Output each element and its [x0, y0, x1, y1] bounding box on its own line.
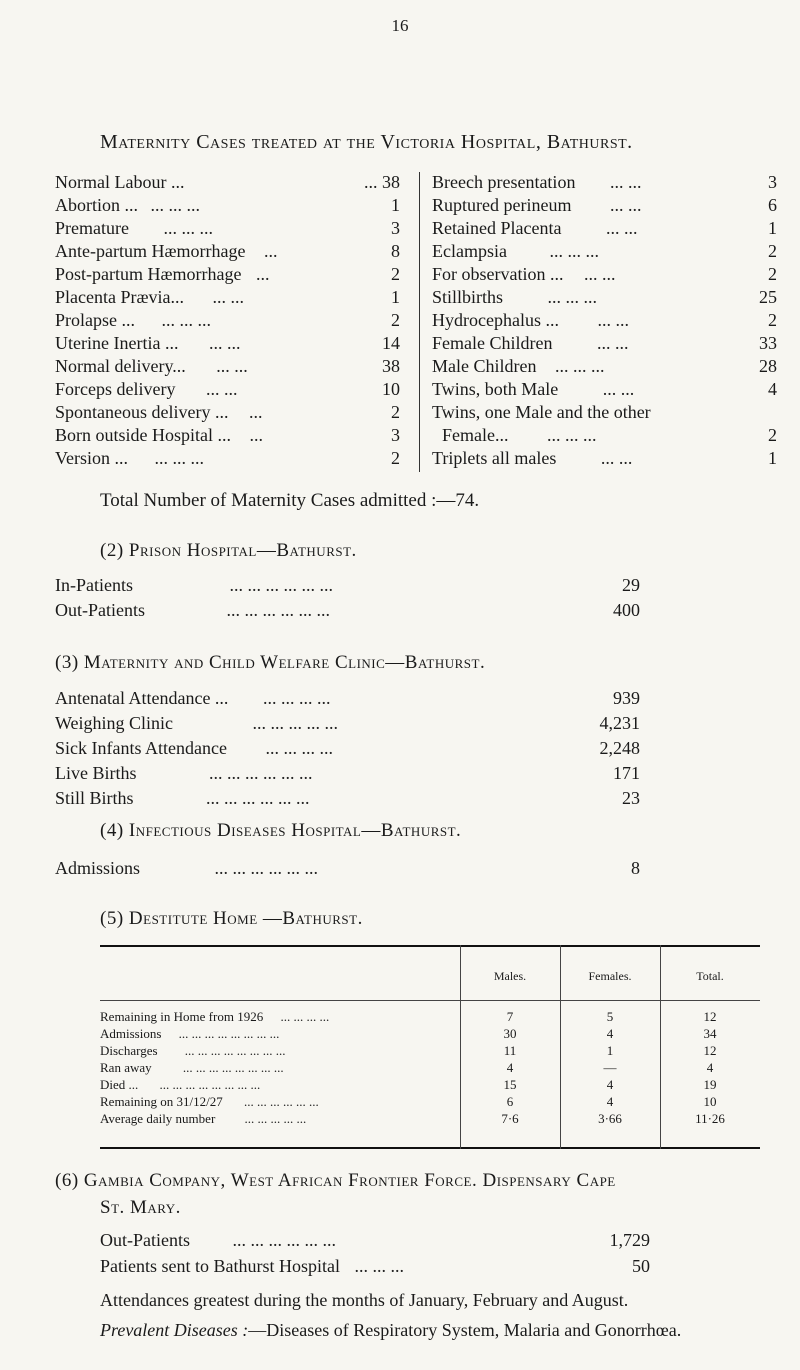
list-item [432, 356, 777, 378]
item-value: 4,231 [599, 713, 640, 733]
item-dots: ... [255, 264, 270, 284]
item-value: 1 [768, 218, 777, 238]
list-item [55, 241, 400, 263]
row-dots: ... ... ... ... ... ... ... ... [184, 1043, 286, 1058]
item-value: 3 [391, 218, 400, 238]
item-dots: ... ... ... [547, 287, 598, 307]
list-item [55, 195, 400, 217]
cell-total: 12 [703, 1009, 717, 1024]
cell-total: 12 [703, 1043, 717, 1058]
list-item [55, 448, 400, 470]
column-header-males: Males. [493, 969, 527, 983]
item-label: Sick Infants Attendance [55, 738, 227, 758]
item-dots: ... ... [597, 310, 629, 330]
list-item [55, 402, 400, 424]
list-item [55, 333, 400, 355]
row-label: Discharges [100, 1043, 158, 1058]
item-value: 10 [382, 379, 400, 399]
item-dots: ... ... ... [150, 195, 200, 215]
list-item [432, 448, 777, 470]
item-label: Twins, one Male and the other [432, 402, 651, 422]
destitute-heading: (5) Destitute Home —Bathurst. [100, 908, 363, 929]
list-item [432, 333, 777, 355]
cell-males: 11 [503, 1043, 517, 1058]
item-label: Twins, both Male [432, 379, 559, 399]
item-label: Forceps delivery [55, 379, 176, 399]
item-label: Version ... [55, 448, 128, 468]
list-item [432, 172, 777, 194]
column-divider [419, 172, 420, 472]
item-value: 2 [391, 264, 400, 284]
item-value: 6 [768, 195, 777, 215]
item-value: 2 [768, 425, 777, 445]
item-value: 2,248 [599, 738, 640, 758]
item-value: 23 [622, 788, 640, 808]
list-item [55, 425, 400, 447]
row-dots: ... ... ... ... ... ... ... ... [159, 1077, 261, 1092]
list-item [432, 241, 777, 263]
maternity-total: Total Number of Maternity Cases admitted :—74. [100, 490, 480, 511]
cell-males: 4 [506, 1060, 514, 1075]
list-item [432, 195, 777, 217]
list-item [55, 218, 400, 240]
item-dots: ... ... ... ... ... ... [206, 788, 310, 808]
row-label: Remaining on 31/12/27 [100, 1094, 223, 1109]
item-label: Abortion ... [55, 195, 138, 215]
maternity-title: Maternity Cases treated at the Victoria Hospital, Bathurst. [100, 131, 633, 153]
item-dots: ... ... ... [554, 356, 605, 376]
list-item [100, 1256, 660, 1278]
list-item [55, 172, 400, 194]
table-top-rule [100, 945, 760, 947]
item-label: Male Children [432, 356, 537, 376]
item-label: Female... [442, 425, 509, 445]
list-item [55, 600, 655, 622]
item-value: 1,729 [609, 1230, 650, 1250]
item-label: Stillbirths [432, 287, 504, 307]
cell-total: 19 [703, 1077, 717, 1092]
item-dots: ... ... ... [546, 425, 597, 445]
item-label: Spontaneous delivery ... [55, 402, 229, 422]
item-value: 8 [631, 858, 640, 878]
cell-males: 7·6 [501, 1111, 519, 1126]
item-label: Normal delivery... [55, 356, 186, 376]
item-value: 2 [391, 402, 400, 422]
destitute-table [100, 945, 760, 1149]
item-dots: ... ... [596, 333, 629, 353]
item-value: 2 [391, 310, 400, 330]
item-dots: ... ... ... [163, 218, 213, 238]
prevalent-text: —Diseases of Respiratory System, Malaria and Gonorrhœa. [248, 1320, 682, 1340]
item-label: Patients sent to Bathurst Hospital [100, 1256, 340, 1276]
page-number: 16 [391, 16, 409, 35]
list-item [432, 402, 777, 424]
list-item [432, 264, 777, 286]
item-dots: ... ... [600, 448, 633, 468]
row-dots: ... ... ... ... ... ... [244, 1094, 319, 1109]
item-label: Breech presentation [432, 172, 576, 192]
list-item [55, 356, 400, 378]
list-item [55, 575, 655, 597]
item-value: 2 [768, 264, 777, 284]
item-value: 171 [613, 763, 640, 783]
item-label: Female Children [432, 333, 553, 353]
table-header-rule [100, 1000, 760, 1001]
item-value: ... 38 [364, 172, 400, 192]
item-value: 38 [382, 356, 400, 376]
item-label: Weighing Clinic [55, 713, 174, 733]
item-label: Ruptured perineum [432, 195, 572, 215]
gambia-heading: (6) Gambia Company, West African Frontier Force. Dispensary Cape [55, 1170, 616, 1191]
table-row [100, 1009, 760, 1024]
list-item [55, 379, 400, 401]
item-value: 8 [391, 241, 400, 261]
cell-total: 4 [706, 1060, 714, 1075]
item-dots: ... ... ... ... ... ... [209, 763, 313, 783]
list-item [55, 688, 655, 710]
item-dots: ... ... ... ... ... ... [226, 600, 330, 620]
item-dots: ... ... ... ... ... ... [229, 575, 333, 595]
item-value: 28 [759, 356, 777, 376]
cell-total: 10 [703, 1094, 717, 1109]
item-dots: ... [248, 402, 263, 422]
item-value: 1 [391, 195, 400, 215]
row-label: Ran away [100, 1060, 152, 1075]
item-value: 33 [759, 333, 777, 353]
item-label: Normal Labour ... [55, 172, 185, 192]
item-label: Premature [55, 218, 129, 238]
list-item [55, 264, 400, 286]
cell-males: 6 [506, 1094, 514, 1109]
list-item [432, 310, 777, 332]
list-item [432, 379, 777, 401]
item-dots: ... ... ... [549, 241, 599, 261]
row-label: Died ... [100, 1077, 139, 1092]
item-dots: ... ... [609, 195, 642, 215]
table-row [100, 1026, 760, 1041]
item-dots: ... ... ... ... ... [252, 713, 339, 733]
item-label: Antenatal Attendance ... [55, 688, 229, 708]
list-item [55, 763, 655, 785]
item-value: 2 [391, 448, 400, 468]
item-label: Triplets all males [432, 448, 557, 468]
item-label: In-Patients [55, 575, 133, 595]
row-dots: ... ... ... ... ... ... ... ... [178, 1026, 280, 1041]
item-label: Placenta Prævia... [55, 287, 184, 307]
item-label: Ante-partum Hæmorrhage [55, 241, 246, 261]
table-row [100, 1111, 760, 1126]
item-label: Live Births [55, 763, 137, 783]
attendance-note: Attendances greatest during the months of January, February and August. [100, 1290, 629, 1310]
table-row [100, 1043, 760, 1058]
cell-females: 5 [606, 1009, 614, 1024]
cell-males: 15 [503, 1077, 517, 1092]
item-label: Uterine Inertia ... [55, 333, 179, 353]
item-value: 14 [382, 333, 400, 353]
cell-females: 1 [606, 1043, 614, 1058]
item-label: Born outside Hospital ... [55, 425, 231, 445]
item-value: 939 [613, 688, 640, 708]
item-value: 1 [768, 448, 777, 468]
list-item [442, 425, 777, 447]
cell-females: 3·66 [598, 1111, 622, 1126]
table-row [100, 1094, 760, 1109]
prevalent-label: Prevalent Diseases : [100, 1320, 249, 1340]
item-dots: ... ... ... ... [262, 688, 331, 708]
list-item [432, 218, 777, 240]
item-value: 3 [768, 172, 777, 192]
item-dots: ... ... [208, 333, 241, 353]
cell-females: 4 [606, 1077, 614, 1092]
list-item [55, 713, 655, 735]
item-label: For observation ... [432, 264, 564, 284]
item-label: Out-Patients [100, 1230, 190, 1250]
item-label: Admissions [55, 858, 141, 878]
list-item [100, 1230, 660, 1252]
gambia-heading-cont: St. Mary. [100, 1197, 181, 1218]
cell-males: 7 [506, 1009, 514, 1024]
list-item [55, 738, 655, 760]
cell-total: 11·26 [695, 1111, 725, 1126]
item-dots: ... [249, 425, 263, 445]
cell-males: 30 [503, 1026, 517, 1041]
item-dots: ... ... ... [154, 448, 204, 468]
item-dots: ... ... ... ... [265, 738, 333, 758]
cell-total: 34 [703, 1026, 717, 1041]
item-label: Eclampsia [432, 241, 507, 261]
table-bottom-rule [100, 1147, 760, 1149]
row-label: Admissions [100, 1026, 162, 1041]
item-label: Post-partum Hæmorrhage [55, 264, 242, 284]
item-dots: ... ... ... ... ... ... [232, 1230, 336, 1250]
item-label: Prolapse ... [55, 310, 135, 330]
item-value: 25 [759, 287, 777, 307]
column-header-females: Females. [588, 969, 632, 983]
item-dots: ... ... ... ... ... ... [214, 858, 319, 878]
list-item [55, 287, 400, 309]
item-label: Out-Patients [55, 600, 145, 620]
list-item [55, 788, 655, 810]
prevalent-diseases-note [55, 1318, 755, 1342]
item-dots: ... ... [602, 379, 635, 399]
item-value: 50 [632, 1256, 650, 1276]
item-label: Retained Placenta [432, 218, 562, 238]
row-dots: ... ... ... ... ... [244, 1111, 307, 1126]
row-dots: ... ... ... ... ... ... ... ... [182, 1060, 284, 1075]
clinic-heading: (3) Maternity and Child Welfare Clinic—Bathurst. [55, 652, 486, 673]
item-dots: ... ... [609, 172, 642, 192]
item-dots: ... ... [583, 264, 616, 284]
item-dots: ... ... [212, 287, 244, 307]
item-value: 2 [768, 310, 777, 330]
item-value: 1 [391, 287, 400, 307]
item-dots: ... [263, 241, 278, 261]
cell-females: 4 [606, 1094, 614, 1109]
item-dots: ... ... [205, 379, 238, 399]
item-value: 4 [768, 379, 777, 399]
prison-heading: (2) Prison Hospital—Bathurst. [100, 540, 357, 561]
row-dots: ... ... ... ... [280, 1009, 330, 1024]
item-value: 400 [613, 600, 640, 620]
item-dots: ... ... ... [161, 310, 211, 330]
item-dots: ... ... [605, 218, 638, 238]
cell-females: — [603, 1060, 617, 1075]
column-header-total: Total. [696, 969, 724, 983]
item-value: 3 [391, 425, 400, 445]
item-dots: ... ... [216, 356, 248, 376]
item-dots: ... ... ... [354, 1256, 404, 1276]
item-value: 2 [768, 241, 777, 261]
item-label: Still Births [55, 788, 134, 808]
row-label: Average daily number [100, 1111, 216, 1126]
table-row [100, 1060, 760, 1075]
list-item [55, 310, 400, 332]
list-item [55, 858, 655, 880]
cell-females: 4 [606, 1026, 614, 1041]
table-row [100, 1077, 760, 1092]
item-value: 29 [622, 575, 640, 595]
infectious-heading: (4) Infectious Diseases Hospital—Bathurst. [100, 820, 462, 841]
row-label: Remaining in Home from 1926 [100, 1009, 264, 1024]
item-label: Hydrocephalus ... [432, 310, 559, 330]
list-item [432, 287, 777, 309]
